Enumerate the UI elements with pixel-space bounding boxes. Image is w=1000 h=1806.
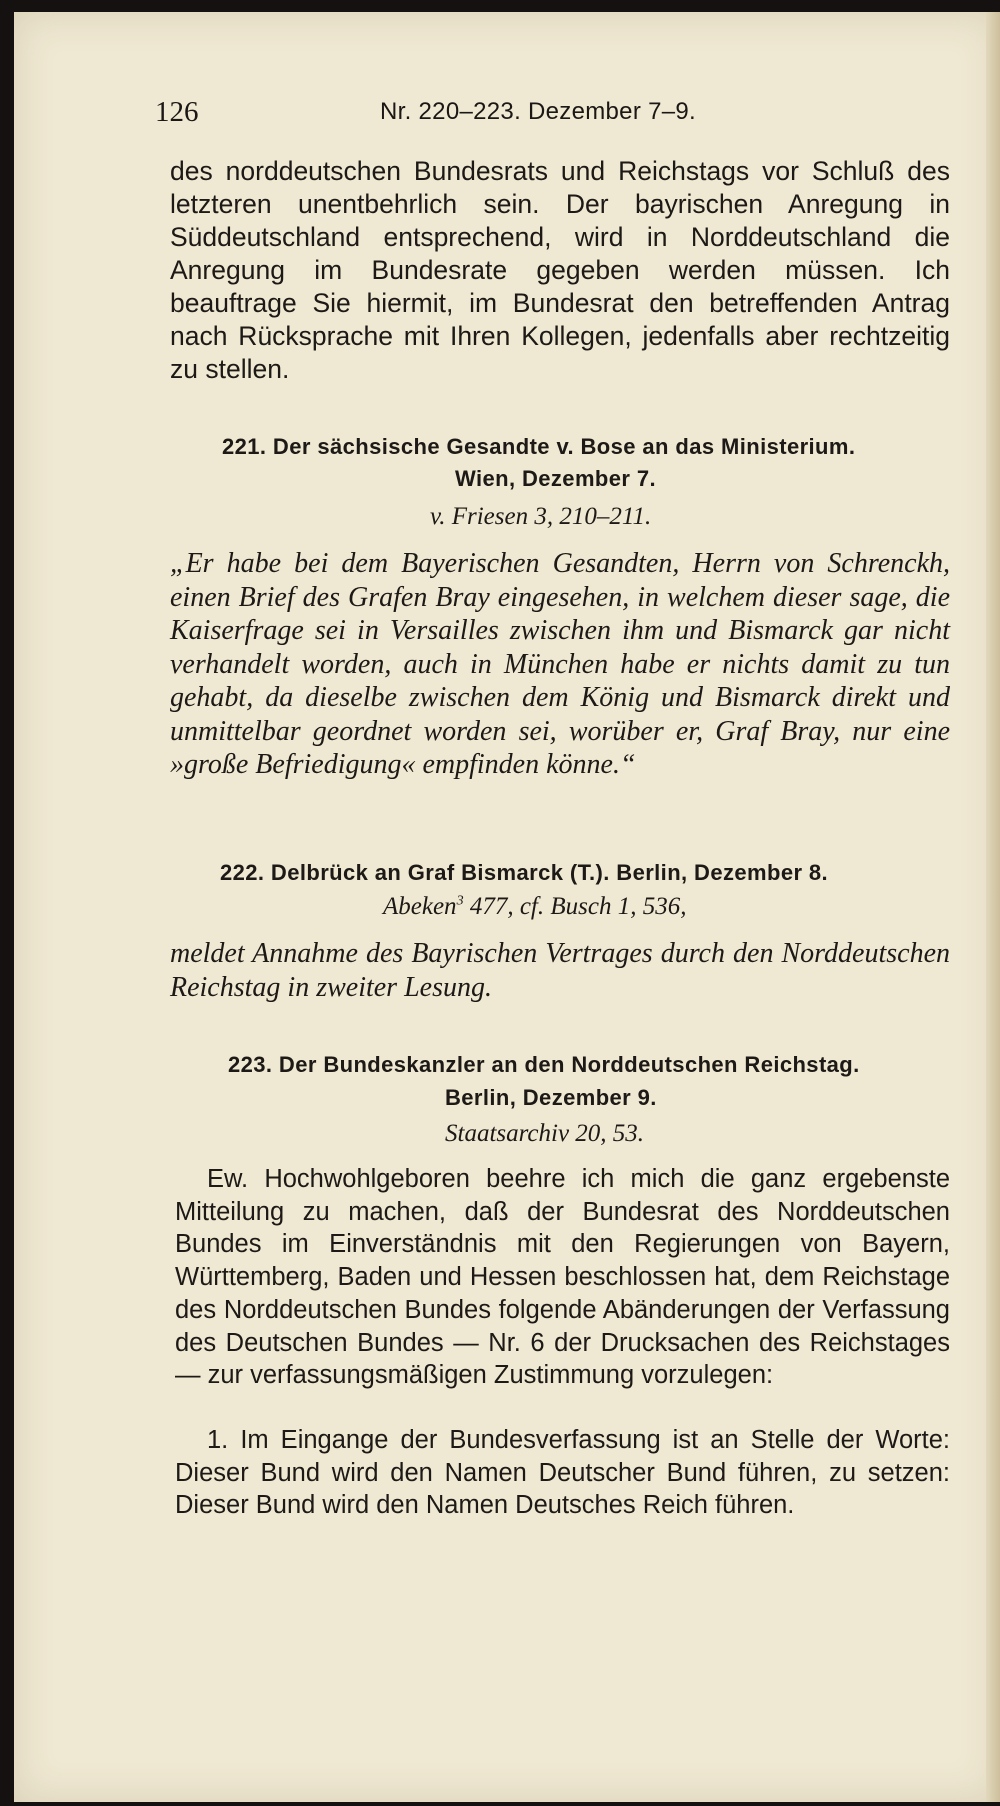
page-edge <box>986 12 1000 1802</box>
entry-223-heading: 223. Der Bundeskanzler an den Norddeutschen Reichstag. <box>228 1052 860 1077</box>
entry-222-heading: 222. Delbrück an Graf Bismarck (T.). Berlin, Dezember 8. <box>220 860 829 885</box>
entry-221-place-date: Wien, Dezember 7. <box>455 466 656 491</box>
entry-221-quote: „Er habe bei dem Bayerischen Gesandten, Herrn von Schrenckh, einen Brief des Grafen Bray eingesehen, in welchem dieser sage, die Kaiserfrage sei in Versailles zwischen ihm und Bismarck gar nicht verhandelt worden, auch in München habe er nichts damit zu tun gehabt, da dieselbe zwischen dem König und Bismarck direkt und unmittelbar geordnet worden sei, worüber er, Graf Bray, nur eine »große Befriedigung« empfinden könne.“ <box>170 548 950 780</box>
page-number: 126 <box>155 96 199 128</box>
running-head: Nr. 220–223. Dezember 7–9. <box>380 98 696 125</box>
intro-paragraph: des norddeutschen Bundesrats und Reichstags vor Schluß des letzteren unentbehrlich sein. Der bayrischen Anregung in Süddeutschland entsprechend, wird in Norddeutschland die Anregung im Bundesrate gegeben werden müssen. Ich beauftrage Sie hiermit, im Bundesrat den betreffenden Antrag nach Rücksprache mit Ihren Kollegen, jedenfalls aber rechtzeitig zu stellen. <box>170 156 950 384</box>
entry-221-heading: 221. Der sächsische Gesandte v. Bose an das Ministerium. <box>222 434 856 459</box>
entry-222-summary: meldet Annahme des Bayrischen Vertrages durch den Norddeutschen Reichstag in zweiter Lesung. <box>170 938 950 1003</box>
entry-223-body: Ew. Hochwohlgeboren beehre ich mich die ganz ergebenste Mitteilung zu machen, daß der Bundesrat des Norddeutschen Bundes im Einverständnis mit den Regierungen von Bayern, Württemberg, Baden und Hessen beschlossen hat, dem Reichstage des Norddeutschen Bundes folgende Abänderungen der Verfassung des Deutschen Bundes — Nr. 6 der Drucksachen des Reichstages — zur verfassungsmäßigen Zustimmung vorzulegen: <box>175 1165 950 1390</box>
entry-221-source: v. Friesen 3, 210–211. <box>430 503 652 530</box>
entry-223-place-date: Berlin, Dezember 9. <box>445 1085 657 1110</box>
entry-222-source: Abeken$^3$ 477, cf. Busch 1, 536, <box>383 893 687 920</box>
entry-223-item-1: 1. Im Eingange der Bundesverfassung ist an Stelle der Worte: Dieser Bund wird den Namen Deutscher Bund führen, zu setzen: Dieser Bund wird den Namen Deutsches Reich führen. <box>175 1426 950 1520</box>
entry-223-source: Staatsarchiv 20, 53. <box>445 1120 645 1147</box>
page-header <box>155 96 855 128</box>
